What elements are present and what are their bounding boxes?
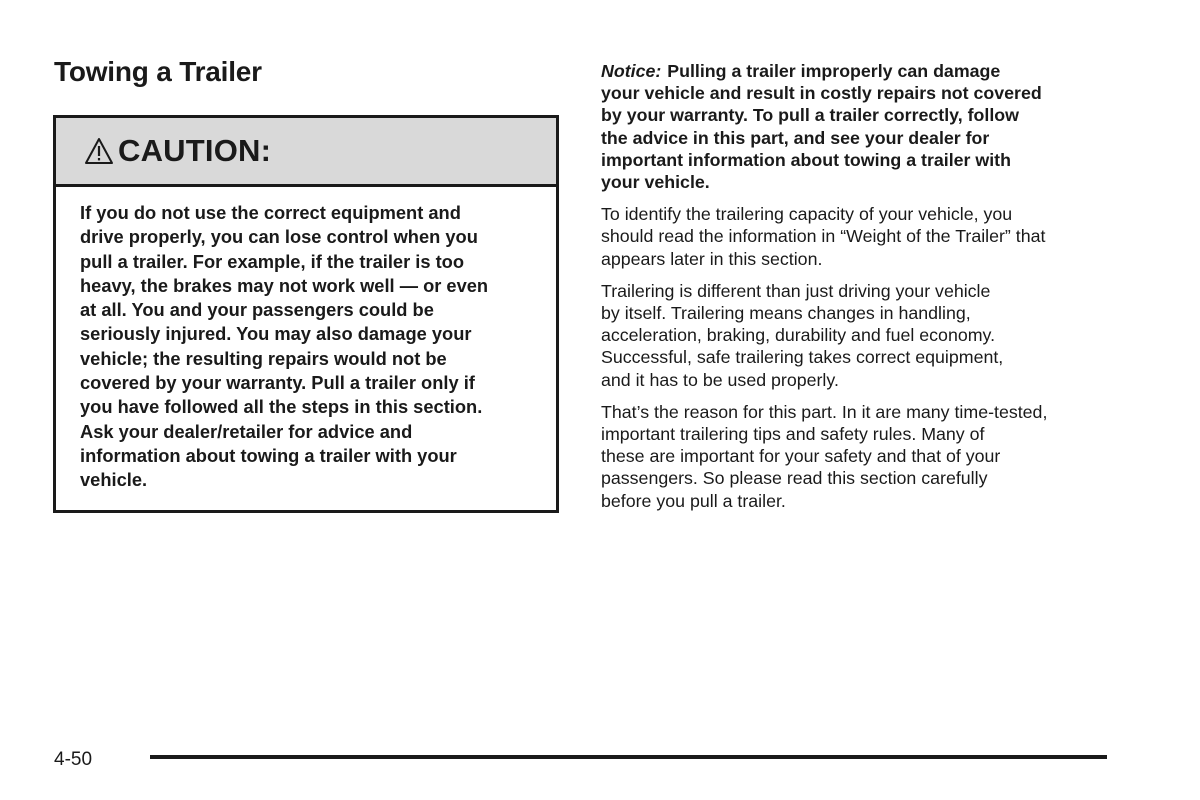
notice-label: Notice:: [601, 61, 662, 81]
body-paragraph: Trailering is different than just driving your vehicle by itself. Trailering means changes in handling, acceleration, braking, durability and fuel economy. Successful, safe trailering takes correct equipment, and it has to be used properly.: [601, 280, 1004, 390]
page-title: Towing a Trailer: [54, 56, 262, 87]
body-column: [601, 60, 1161, 522]
notice-text: Pulling a trailer improperly can damage your vehicle and result in costly repairs not covered by your warranty. To pull a trailer correctly, follow the advice in this part, and see your dealer for important information about towing a trailer with your vehicle.: [601, 61, 1042, 193]
caution-text: If you do not use the correct equipment and drive properly, you can lose control when you pull a trailer. For example, if the trailer is too heavy, the brakes may not work well — or even at all. You and your passengers could be seriously injured. You may also damage your vehicle; the resulting repairs would not be covered by your warranty. Pull a trailer only if you have followed all the steps in this section. Ask your dealer/retailer for advice and information about towing a trailer with your vehicle.: [80, 202, 489, 491]
warning-triangle-icon: [84, 137, 114, 165]
page-number: 4-50: [54, 749, 93, 770]
body-paragraph: That’s the reason for this part. In it are many time-tested, important trailering tips and safety rules. Many of these are important for your safety and that of your passengers. So please read this section carefully before you pull a trailer.: [601, 401, 1048, 511]
body-paragraph: To identify the trailering capacity of your vehicle, you should read the information in “Weight of the Trailer” that appears later in this section.: [601, 204, 1046, 269]
caution-box: [53, 115, 559, 513]
notice-paragraph: [601, 60, 1161, 193]
caution-header: [56, 118, 556, 187]
footer-rule: [150, 755, 1107, 759]
caution-label: CAUTION:: [118, 133, 272, 168]
